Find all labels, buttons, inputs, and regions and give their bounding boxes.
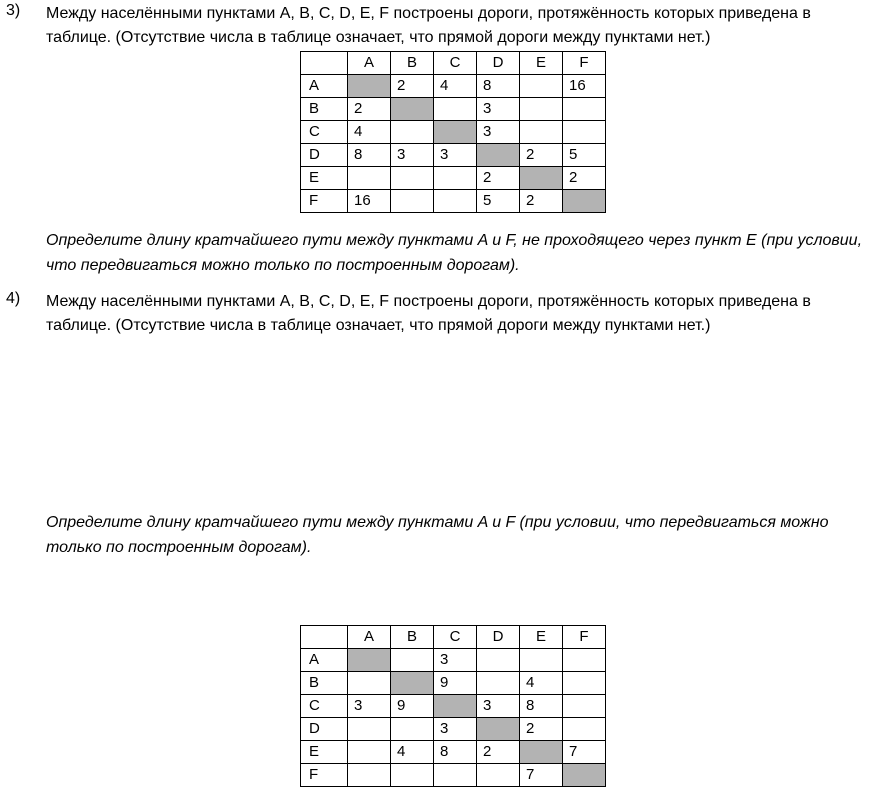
distance-cell	[520, 75, 563, 98]
distance-cell	[434, 167, 477, 190]
distance-cell: 16	[563, 75, 606, 98]
distance-cell: 9	[391, 695, 434, 718]
problem-number: 4)	[6, 290, 21, 307]
distance-cell	[563, 649, 606, 672]
distance-cell	[563, 121, 606, 144]
distance-cell	[391, 121, 434, 144]
problem-question: Определите длину кратчайшего пути между пунктами A и F, не проходящего через пункт E (при условии, что передвигаться можно только по построенным дорогам).	[46, 232, 863, 274]
distance-cell: 4	[434, 75, 477, 98]
distance-cell	[391, 718, 434, 741]
column-header: E	[520, 626, 563, 649]
diagonal-cell	[434, 695, 477, 718]
distance-cell: 4	[348, 121, 391, 144]
row-header: D	[301, 718, 348, 741]
table-header-row	[301, 52, 606, 75]
distance-cell: 2	[520, 144, 563, 167]
distance-cell: 8	[520, 695, 563, 718]
distance-cell	[563, 718, 606, 741]
distance-cell: 2	[477, 741, 520, 764]
distance-cell: 3	[434, 649, 477, 672]
distance-cell: 3	[348, 695, 391, 718]
distance-cell	[563, 695, 606, 718]
distance-cell: 5	[563, 144, 606, 167]
distance-cell: 7	[520, 764, 563, 787]
distance-cell	[348, 764, 391, 787]
diagonal-cell	[563, 190, 606, 213]
table-row	[301, 98, 606, 121]
distance-cell: 9	[434, 672, 477, 695]
distance-cell: 3	[477, 98, 520, 121]
distance-cell	[520, 649, 563, 672]
column-header: F	[563, 52, 606, 75]
distance-cell: 2	[520, 190, 563, 213]
table-row	[301, 741, 606, 764]
distance-cell: 2	[391, 75, 434, 98]
diagonal-cell	[563, 764, 606, 787]
distance-cell	[391, 649, 434, 672]
row-header: B	[301, 98, 348, 121]
diagonal-cell	[391, 672, 434, 695]
row-header: D	[301, 144, 348, 167]
diagonal-cell	[348, 649, 391, 672]
column-header: B	[391, 626, 434, 649]
table-row	[301, 695, 606, 718]
problem-statement: Между населёнными пунктами A, B, C, D, E, F построены дороги, протяжённость которых приведена в таблице. (Отсутствие числа в таблице означает, что прямой дороги между пунктами нет.)	[46, 5, 811, 46]
distance-cell	[348, 718, 391, 741]
distance-cell	[434, 764, 477, 787]
row-header: B	[301, 672, 348, 695]
diagonal-cell	[434, 121, 477, 144]
distance-cell	[391, 190, 434, 213]
distance-cell: 2	[520, 718, 563, 741]
problem-statement: Между населёнными пунктами A, B, C, D, E, F построены дороги, протяжённость которых приведена в таблице. (Отсутствие числа в таблице означает, что прямой дороги между пунктами нет.)	[46, 293, 811, 334]
problem-question: Определите длину кратчайшего пути между пунктами A и F (при условии, что передвигаться можно только по построенным дорогам).	[46, 514, 829, 556]
distance-cell	[348, 741, 391, 764]
distance-cell: 3	[391, 144, 434, 167]
row-header: E	[301, 167, 348, 190]
diagonal-cell	[391, 98, 434, 121]
distance-cell	[391, 167, 434, 190]
column-header: B	[391, 52, 434, 75]
row-header: C	[301, 695, 348, 718]
distance-cell	[434, 98, 477, 121]
table-row	[301, 167, 606, 190]
table-row	[301, 764, 606, 787]
distance-cell	[477, 764, 520, 787]
distance-cell	[520, 121, 563, 144]
row-header: E	[301, 741, 348, 764]
column-header: D	[477, 52, 520, 75]
column-header: A	[348, 52, 391, 75]
distance-cell: 2	[348, 98, 391, 121]
table-row	[301, 144, 606, 167]
column-header: C	[434, 626, 477, 649]
diagonal-cell	[477, 144, 520, 167]
distance-cell	[477, 672, 520, 695]
distance-cell: 5	[477, 190, 520, 213]
distance-cell: 7	[563, 741, 606, 764]
distance-table	[300, 625, 606, 787]
distance-cell: 8	[434, 741, 477, 764]
table-corner-cell	[301, 52, 348, 75]
distance-cell	[563, 672, 606, 695]
distance-cell: 3	[477, 695, 520, 718]
distance-cell: 8	[477, 75, 520, 98]
diagonal-cell	[348, 75, 391, 98]
column-header: A	[348, 626, 391, 649]
distance-cell: 8	[348, 144, 391, 167]
row-header: F	[301, 190, 348, 213]
column-header: F	[563, 626, 606, 649]
distance-cell: 4	[520, 672, 563, 695]
problem-number: 3)	[6, 2, 21, 19]
diagonal-cell	[477, 718, 520, 741]
distance-cell	[563, 98, 606, 121]
diagonal-cell	[520, 741, 563, 764]
table-row	[301, 672, 606, 695]
distance-cell: 2	[477, 167, 520, 190]
distance-cell: 3	[477, 121, 520, 144]
distance-cell: 3	[434, 718, 477, 741]
distance-table	[300, 51, 606, 213]
distance-cell	[434, 190, 477, 213]
column-header: D	[477, 626, 520, 649]
distance-cell: 3	[434, 144, 477, 167]
distance-cell	[391, 764, 434, 787]
distance-cell: 4	[391, 741, 434, 764]
row-header: F	[301, 764, 348, 787]
table-row	[301, 190, 606, 213]
distance-cell	[477, 649, 520, 672]
row-header: C	[301, 121, 348, 144]
row-header: A	[301, 75, 348, 98]
row-header: A	[301, 649, 348, 672]
table-row	[301, 121, 606, 144]
table-row	[301, 718, 606, 741]
table-header-row	[301, 626, 606, 649]
distance-cell: 16	[348, 190, 391, 213]
diagonal-cell	[520, 167, 563, 190]
table-row	[301, 75, 606, 98]
table-corner-cell	[301, 626, 348, 649]
distance-cell	[348, 167, 391, 190]
distance-cell	[348, 672, 391, 695]
distance-cell: 2	[563, 167, 606, 190]
distance-cell	[520, 98, 563, 121]
column-header: C	[434, 52, 477, 75]
table-row	[301, 649, 606, 672]
column-header: E	[520, 52, 563, 75]
